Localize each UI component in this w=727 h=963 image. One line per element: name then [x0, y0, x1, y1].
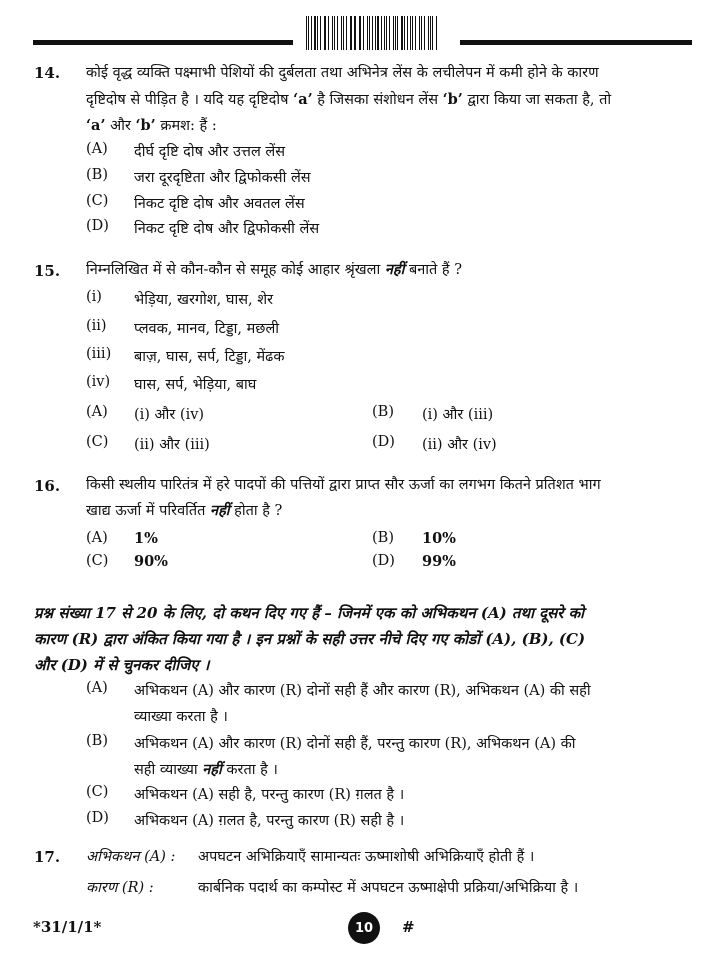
q17-number: 17.: [34, 848, 61, 866]
q17-assertion-text: अपघटन अभिक्रियाएँ सामान्यतः ऊष्माशोषी अभिक्रियाएँ होती हैं ।: [198, 849, 535, 865]
instructions-line3: और (D) में से चुनकर दीजिए ।: [34, 656, 210, 674]
barcode-stripe: [324, 16, 325, 50]
q16-line2-c: होता है ?: [229, 503, 283, 519]
barcode-stripe: [421, 16, 422, 50]
q15-item-iv-label: (iv): [86, 374, 111, 390]
barcode-stripe: [386, 16, 387, 50]
barcode-stripe: [332, 16, 333, 50]
q16-option-b-label: (B): [372, 530, 394, 546]
barcode-stripe: [393, 16, 394, 50]
q14-option-c-label: (C): [86, 193, 109, 209]
barcode-stripe: [367, 16, 368, 50]
barcode-stripe: [346, 16, 347, 50]
header-rule-right: [460, 40, 692, 45]
code-b-line2-a: सही व्याख्या: [134, 762, 203, 778]
barcode-stripe: [369, 16, 370, 50]
q15-option-d-text: (ii) और (iv): [422, 437, 497, 453]
code-b-emph: नहीं: [202, 761, 222, 778]
barcode-stripe: [334, 16, 336, 50]
q14-line3-b: और: [105, 118, 136, 134]
q14-stem-line2: [86, 90, 611, 110]
barcode-stripe: [354, 16, 356, 50]
q16-option-d-label: (D): [372, 553, 395, 569]
code-b-label: (B): [86, 733, 108, 749]
q15-option-c-label: (C): [86, 434, 109, 450]
barcode-stripe: [410, 16, 411, 50]
q14-var-b2: ‘b’: [135, 117, 156, 134]
barcode-stripe: [350, 16, 351, 50]
barcode-stripe: [360, 16, 361, 50]
q15-item-i-label: (i): [86, 289, 102, 305]
q14-var-a2: ‘a’: [86, 117, 106, 134]
q14-line2-a: दृष्टिदोष से पीड़ित है । यदि यह दृष्टिदोष: [86, 92, 294, 108]
q14-line2-e: द्वारा किया जा सकता है, तो: [462, 92, 612, 108]
q16-stem-line2: [86, 501, 282, 521]
header-rule-left: [33, 40, 293, 45]
barcode-stripe: [432, 16, 433, 50]
q14-option-c-text: निकट दृष्टि दोष और अवतल लेंस: [134, 196, 305, 212]
q15-stem: [86, 260, 462, 280]
barcode-stripe: [306, 16, 307, 50]
q15-number: 15.: [34, 262, 61, 280]
q15-item-iii-text: बाज़, घास, सर्प, टिड्डा, मेंढक: [134, 349, 285, 365]
code-b-line2: [134, 759, 278, 779]
barcode-stripe: [381, 16, 382, 50]
q14-option-d-text: निकट दृष्टि दोष और द्विफोकसी लेंस: [134, 221, 320, 237]
barcode-stripe: [384, 16, 385, 50]
q14-option-a-label: (A): [86, 141, 108, 157]
code-d-label: (D): [86, 810, 109, 826]
q14-stem-line1: कोई वृद्ध व्यक्ति पक्ष्माभी पेशियों की दुर्बलता तथा अभिनेत्र लेंस के लचीलेपन में कमी होने के कारण: [86, 65, 599, 81]
q14-var-b: ‘b’: [442, 91, 463, 108]
barcode-stripe: [308, 16, 309, 50]
barcode-stripe: [314, 16, 316, 50]
q14-option-b-text: जरा दूरदृष्टिता और द्विफोकसी लेंस: [134, 170, 311, 186]
code-b-line1: अभिकथन (A) और कारण (R) दोनों सही हैं, परन्तु कारण (R), अभिकथन (A) की: [134, 736, 576, 752]
q15-item-ii-text: प्लवक, मानव, टिड्डा, मछली: [134, 321, 280, 337]
barcode-stripe: [424, 16, 425, 50]
instructions-line1: प्रश्न संख्या 17 से 20 के लिए, दो कथन दिए गए हैं – जिनमें एक को अभिकथन (A) तथा दूसरे को: [34, 604, 585, 622]
q16-option-b-text: 10%: [422, 530, 456, 547]
q17-assertion-label: अभिकथन (A) :: [86, 849, 176, 865]
q14-option-d-label: (D): [86, 218, 109, 234]
q16-option-d-text: 99%: [422, 553, 456, 570]
barcode-stripe: [395, 16, 396, 50]
code-a-line2: व्याख्या करता है ।: [134, 709, 228, 725]
q15-stem-a: निम्नलिखित में से कौन-कौन से समूह कोई आहार श्रृंखला: [86, 262, 385, 278]
q14-stem-line3: [86, 116, 217, 136]
barcode-stripe: [320, 16, 321, 50]
q16-number: 16.: [34, 477, 61, 495]
barcode-stripe: [419, 16, 421, 50]
q15-option-b-label: (B): [372, 404, 394, 420]
q14-line2-c: है जिसका संशोधन लेंस: [312, 92, 443, 108]
q16-option-a-label: (A): [86, 530, 108, 546]
q17-reason-label: कारण (R) :: [86, 880, 154, 896]
barcode-stripe: [341, 16, 342, 50]
q15-item-iii-label: (iii): [86, 346, 112, 362]
barcode-stripe: [430, 16, 431, 50]
q15-item-i-text: भेड़िया, खरगोश, घास, शेर: [134, 292, 274, 308]
footer-hash: #: [402, 918, 415, 936]
q15-option-c-text: (ii) और (iii): [134, 437, 210, 453]
barcode-stripe: [428, 16, 429, 50]
barcode-stripe: [377, 16, 379, 50]
code-b-line2-c: करता है ।: [221, 762, 278, 778]
barcode-stripe: [397, 16, 398, 50]
barcode-stripe: [372, 16, 373, 50]
q16-option-c-text: 90%: [134, 553, 168, 570]
barcode-stripe: [317, 16, 318, 50]
q16-stem-line1: किसी स्थलीय पारितंत्र में हरे पादपों की पत्तियों द्वारा प्राप्त सौर ऊर्जा का लगभग कितने प्रतिशत भाग: [86, 477, 601, 493]
q15-stem-c: बनाते हैं ?: [404, 262, 463, 278]
code-c-label: (C): [86, 784, 109, 800]
barcode-stripe: [351, 16, 352, 50]
q16-line2-a: खाद्य ऊर्जा में परिवर्तित: [86, 503, 211, 519]
barcode-stripe: [343, 16, 344, 50]
q14-line3-d: क्रमश: हैं :: [155, 118, 217, 134]
q14-option-b-label: (B): [86, 167, 108, 183]
code-a-label: (A): [86, 680, 108, 696]
q16-stem-emph: नहीं: [210, 502, 230, 519]
barcode-stripe: [311, 16, 312, 50]
barcode-stripe: [389, 16, 390, 50]
barcode-stripe: [359, 16, 360, 50]
q15-stem-emph: नहीं: [384, 261, 405, 278]
page-number: 10: [348, 912, 380, 944]
barcode-stripe: [337, 16, 338, 50]
q15-item-iv-text: घास, सर्प, भेड़िया, बाघ: [134, 377, 257, 393]
code-a-line1: अभिकथन (A) और कारण (R) दोनों सही हैं और कारण (R), अभिकथन (A) की सही: [134, 683, 591, 699]
barcode-stripe: [415, 16, 416, 50]
footer-code: *31/1/1*: [33, 918, 102, 936]
barcode-stripe: [325, 16, 326, 50]
q14-option-a-text: दीर्घ दृष्टि दोष और उत्तल लेंस: [134, 144, 286, 160]
q16-option-a-text: 1%: [134, 530, 158, 547]
barcode-stripe: [412, 16, 413, 50]
barcode-stripe: [404, 16, 405, 50]
barcode: [306, 16, 438, 50]
q15-item-ii-label: (ii): [86, 318, 107, 334]
q15-option-a-text: (i) और (iv): [134, 407, 205, 423]
q14-number: 14.: [34, 64, 61, 82]
barcode-stripe: [401, 16, 403, 50]
barcode-stripe: [375, 16, 376, 50]
q14-var-a: ‘a’: [293, 91, 313, 108]
code-c-line1: अभिकथन (A) सही है, परन्तु कारण (R) ग़लत है ।: [134, 787, 405, 803]
q15-option-d-label: (D): [372, 434, 395, 450]
q15-option-b-text: (i) और (iii): [422, 407, 494, 423]
barcode-stripe: [407, 16, 408, 50]
barcode-stripe: [328, 16, 329, 50]
barcode-stripe: [363, 16, 364, 50]
barcode-stripe: [436, 16, 437, 50]
q16-option-c-label: (C): [86, 553, 109, 569]
code-d-line1: अभिकथन (A) ग़लत है, परन्तु कारण (R) सही है ।: [134, 813, 405, 829]
q17-reason-text: कार्बनिक पदार्थ का कम्पोस्ट में अपघटन ऊष्माक्षेपी प्रक्रिया/अभिक्रिया है ।: [198, 880, 579, 896]
instructions-line2: कारण (R) द्वारा अंकित किया गया है । इन प्रश्नों के सही उत्तर नीचे दिए गए कोडों (A), (B), (C): [34, 630, 586, 648]
q15-option-a-label: (A): [86, 404, 108, 420]
